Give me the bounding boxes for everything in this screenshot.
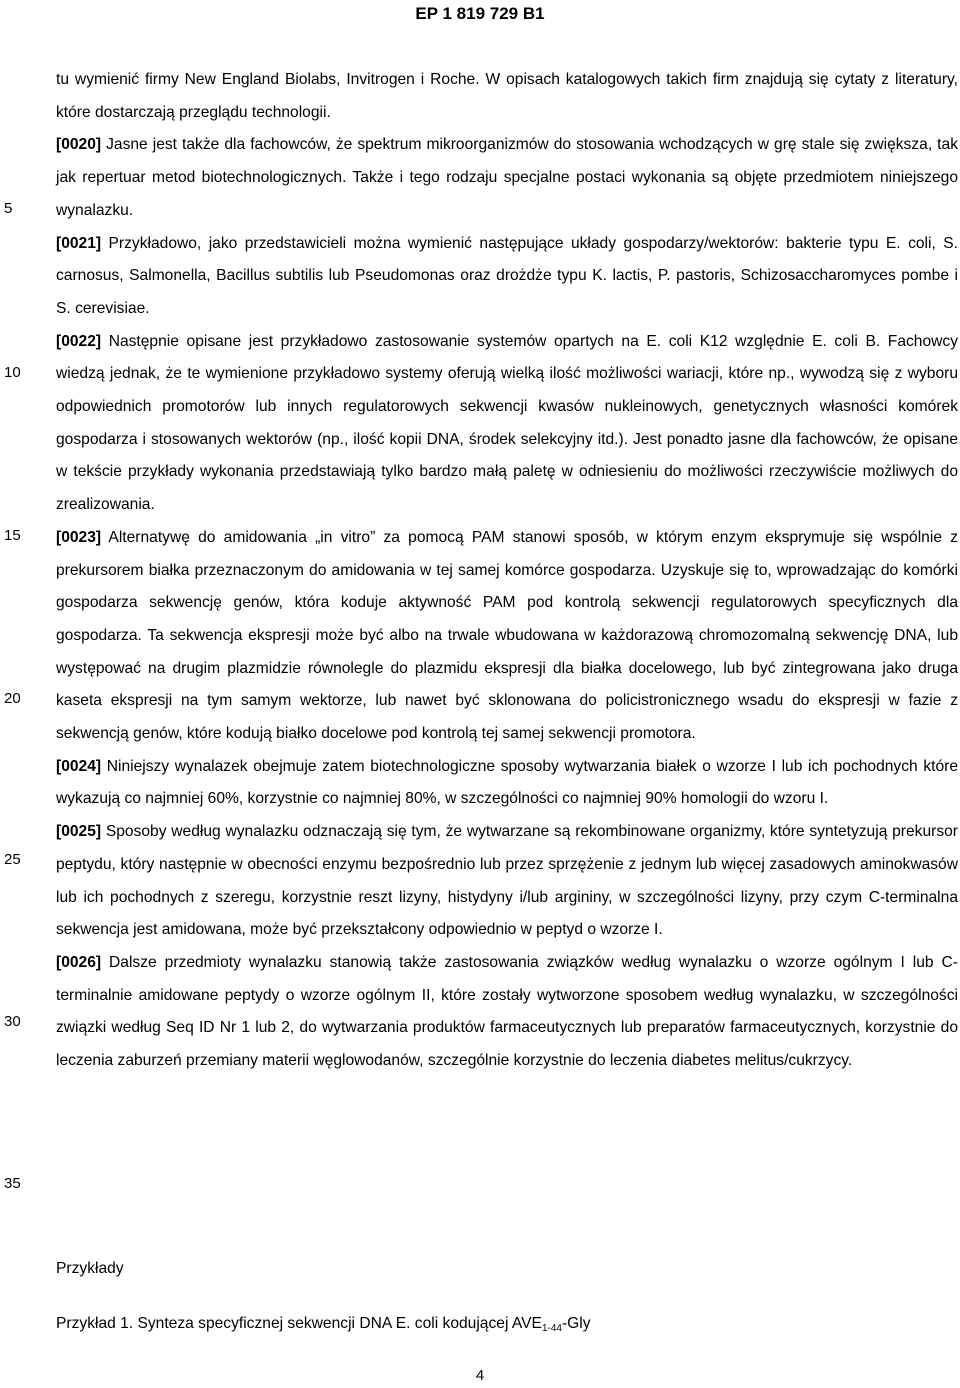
- example-heading-suffix: -Gly: [561, 1315, 591, 1332]
- body-text: [56, 64, 958, 1078]
- page-number: 4: [475, 1367, 485, 1384]
- paragraph-0025: [56, 816, 958, 947]
- paragraph-text: Alternatywę do amidowania „in vitro” za pomocą PAM stanowi sposób, w którym enzym eksprymuje się wspólnie z prekursorem białka przeznaczonym do amidowania w tej samej komórce gospodarza. Uzyskuje się to, wprowadzając do komórki gospodarza sekwencję genów, która koduje aktywność PAM pod kontrolą sekwencji regulatorowych specyficznych dla gospodarza. Ta sekwencja ekspresji może być albo na trwale wbudowana w każdorazową chromozomalną sekwencję DNA, lub występować na drugim plazmidzie równolegle do plazmidu ekspresji dla białka docelowego, lub być zintegrowana jako druga kaseta ekspresji na tym samym wektorze, lub nawet być sklonowana do policistronicznego wsadu do ekspresji w fazie z sekwencją genów, które kodują białko docelowe pod kontrolą tej samej sekwencji promotora.: [56, 528, 958, 743]
- paragraph-0022: [56, 326, 958, 522]
- paragraph-0020: [56, 129, 958, 227]
- paragraph-text: Niniejszy wynalazek obejmuje zatem biotechnologiczne sposoby wytwarzania białek o wzorze I lub ich pochodnych które wykazują co najmniej 60%, korzystnie co najmniej 80%, w szczególności co najmniej 90% homologii do wzoru I.: [56, 757, 958, 808]
- example-heading-subscript: 1-44: [541, 1323, 562, 1334]
- paragraph-text: Następnie opisane jest przykładowo zastosowanie systemów opartych na E. coli K12 względnie E. coli B. Fachowcy wiedzą jednak, że te wymienione przykładowo systemy oferują wielką ilość możliwości wariacji, które np., wywodzą się z wyboru odpowiednich promotorów lub innych regulatorowych sekwencji kwasów nukleinowych, genetycznych własności komórek gospodarza i stosowanych wektorów (np., ilość kopii DNA, środek selekcyjny itd.). Jest ponadto jasne dla fachowców, że opisane w tekście przykłady wykonania przedstawiają tylko bardzo małą paletę w odniesieniu do możliwości rzeczywiście możliwych do zrealizowania.: [56, 332, 958, 514]
- line-number: 5: [4, 200, 13, 217]
- paragraph-0024: [56, 751, 958, 816]
- line-number: 35: [4, 1175, 21, 1192]
- paragraph-number: [0021]: [56, 234, 102, 252]
- paragraph-text: Sposoby według wynalazku odznaczają się tym, że wytwarzane są rekombinowane organizmy, które syntetyzują prekursor peptydu, który następnie w obecności enzymu bezpośrednio lub przez sprzężenie z jednym lub więcej zasadowych aminokwasów lub ich pochodnych z szeregu, korzystnie reszt lizyny, histydyny i/lub argininy, w szczególności lizyny, przy czym C-terminalna sekwencja jest amidowana, może być przekształcony odpowiednio w peptyd o wzorze I.: [56, 823, 958, 939]
- example-heading-text: Przykład 1. Synteza specyficznej sekwencji DNA E. coli kodującej AVE: [56, 1315, 542, 1332]
- example-heading: [56, 1314, 591, 1334]
- paragraph-0023: [56, 522, 958, 751]
- paragraph-text: Jasne jest także dla fachowców, że spektrum mikroorganizmów do stosowania wchodzących w grę stale się zwiększa, tak jak repertuar metod biotechnologicznych. Także i tego rodzaju specjalne postaci wykonania są objęte przedmiotem niniejszego wynalazku.: [56, 136, 958, 219]
- line-number: 30: [4, 1013, 21, 1030]
- line-number: 15: [4, 527, 21, 544]
- section-heading: Przykłady: [56, 1260, 124, 1277]
- paragraph-number: [0024]: [56, 757, 102, 775]
- paragraph-text: Przykładowo, jako przedstawicieli można wymienić następujące układy gospodarzy/wektorów: bakterie typu E. coli, S. carnosus, Salmonella, Bacillus subtilis lub Pseudomonas oraz drożdże typu K. lactis, P. pastoris, Schizosaccharomyces pombe i S. cerevisiae.: [56, 234, 958, 317]
- patent-number-header: EP 1 819 729 B1: [415, 4, 545, 23]
- paragraph-number: [0026]: [56, 953, 102, 971]
- paragraph-continuation: [56, 64, 958, 129]
- paragraph-text: tu wymienić firmy New England Biolabs, Invitrogen i Roche. W opisach katalogowych takich firm znajdują się cytaty z literatury, które dostarczają przeglądu technologii.: [56, 71, 958, 121]
- paragraph-number: [0025]: [56, 823, 102, 841]
- paragraph-number: [0023]: [56, 528, 102, 546]
- paragraph-number: [0020]: [56, 136, 102, 154]
- paragraph-0021: [56, 228, 958, 326]
- line-number-margin: [0, 0, 40, 1388]
- line-number: 20: [4, 690, 21, 707]
- line-number: 10: [4, 364, 21, 381]
- paragraph-0026: [56, 947, 958, 1078]
- line-number: 25: [4, 851, 21, 868]
- paragraph-text: Dalsze przedmioty wynalazku stanowią także zastosowania związków według wynalazku o wzorze ogólnym I lub C-terminalnie amidowane peptydy o wzorze ogólnym II, które zostały wytworzone sposobem według wynalazku, w szczególności związki według Seq ID Nr 1 lub 2, do wytwarzania produktów farmaceutycznych lub preparatów farmaceutycznych, korzystnie do leczenia zaburzeń przemiany materii węglowodanów, szczególnie korzystnie do leczenia diabetes melitus/cukrzycy.: [56, 953, 958, 1070]
- paragraph-number: [0022]: [56, 332, 102, 350]
